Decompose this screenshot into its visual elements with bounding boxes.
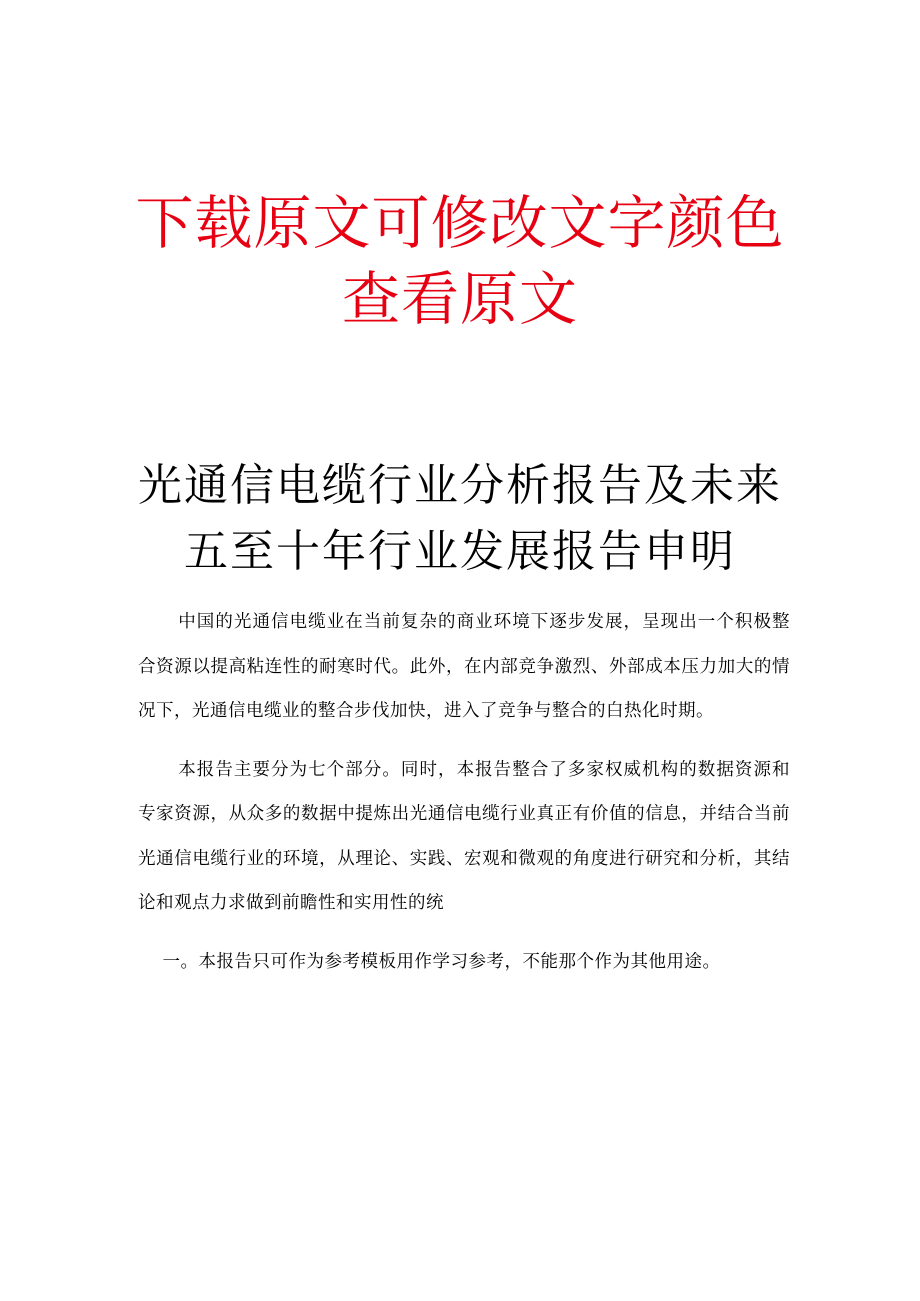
title-line-2: 五至十年行业发展报告申明 xyxy=(184,526,736,577)
document-title xyxy=(0,453,920,585)
banner-line-1: 下载原文可修改文字颜色 xyxy=(135,189,785,257)
document-body xyxy=(138,600,790,998)
title-line-1: 光通信电缆行业分析报告及未来 xyxy=(138,460,782,511)
paragraph-structure: 本报告主要分为七个部分。同时，本报告整合了多家权威机构的数据资源和专家资源，从众多的数据中提炼出光通信电缆行业真正有价值的信息，并结合当前光通信电缆行业的环境，从理论、实践、宏观和微观的角度进行研究和分析，其结论和观点力求做到前瞻性和实用性的统 xyxy=(138,759,790,913)
paragraph-notice: 一。本报告只可作为参考模板用作学习参考，不能那个作为其他用途。 xyxy=(162,951,721,972)
banner-line-2: 查看原文 xyxy=(341,265,578,333)
paragraph-intro: 中国的光通信电缆业在当前复杂的商业环境下逐步发展，呈现出一个积极整合资源以提高粘连性的耐寒时代。此外，在内部竞争激烈、外部成本压力加大的情况下，光通信电缆业的整合步伐加快，进入了竞争与整合的白热化时期。 xyxy=(138,612,790,721)
download-banner[interactable] xyxy=(0,185,920,337)
